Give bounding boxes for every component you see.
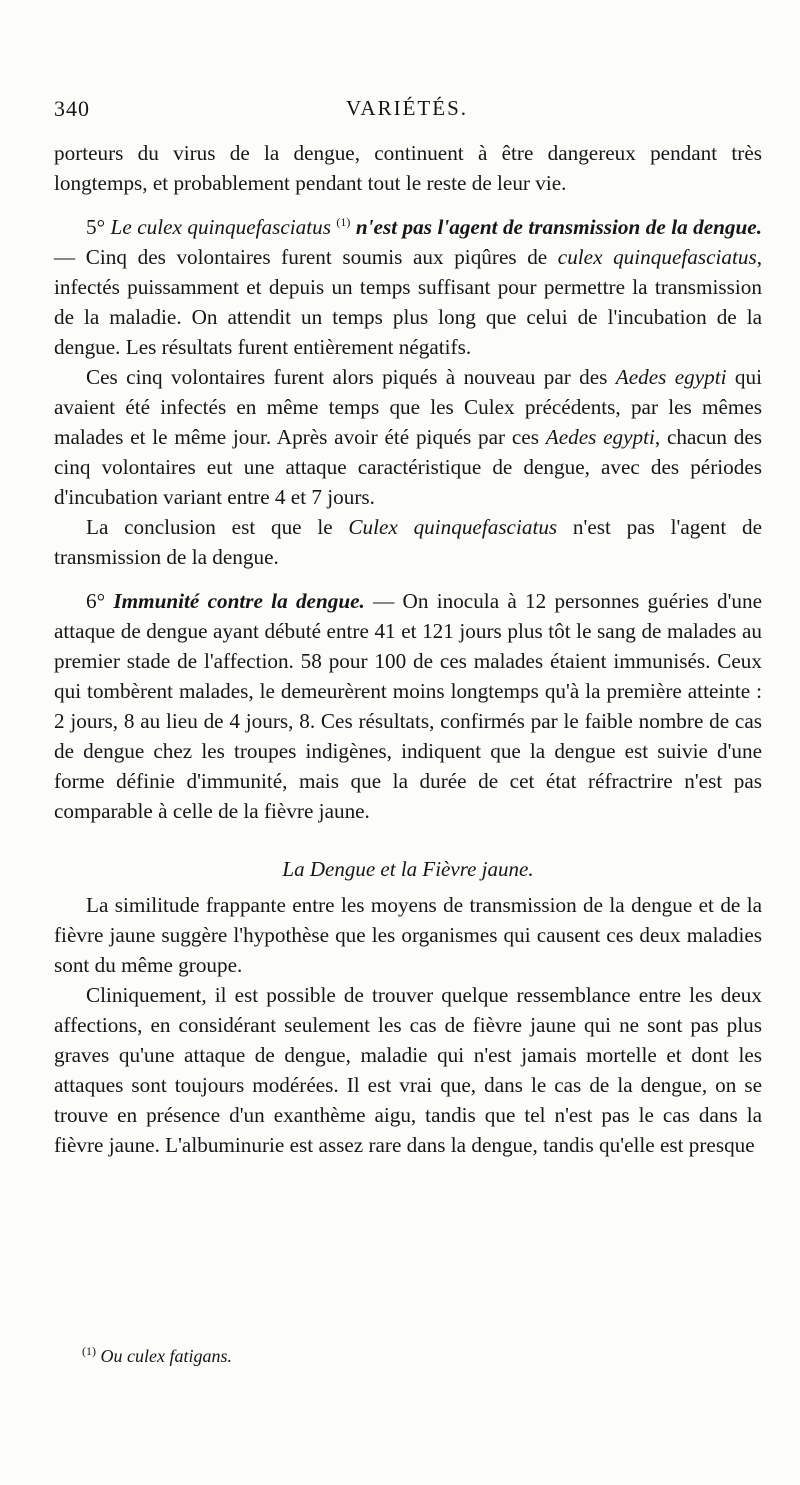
item-number: 6° — [86, 589, 106, 613]
running-head: VARIÉTÉS. — [345, 96, 469, 120]
paragraph-similitude — [54, 890, 762, 980]
paragraph-text: La conclusion est que le — [86, 515, 349, 539]
species-name: Aedes egypti — [615, 365, 727, 389]
page-number: 340 — [54, 96, 90, 121]
paragraph-text: n'est pas l'agent de transmission de la dengue. — [54, 515, 763, 569]
page-body — [54, 138, 762, 1160]
paragraph-text: , chacun des cinq volontaires eut une attaque caractéristique de dengue, avec des périodes d'incubation variant entre 4 et 7 jours. — [54, 425, 763, 509]
paragraph-text: Cliniquement, il est possible de trouver quelque ressemblance entre les deux affections, en considérant seulement les cas de fièvre jaune qui ne sont pas plus graves qu'une attaque de dengue, maladie qui n'est jamais mortelle et dont les attaques sont toujours modérées. Il est vrai que, dans le cas de la dengue, on se trouve en présence d'un exanthème aigu, tandis que tel n'est pas le cas dans la fièvre jaune. L'albuminurie est assez rare dans la dengue, tandis qu'elle est presque — [54, 983, 762, 1157]
item-subject: Le culex quinquefasciatus — [110, 215, 331, 239]
item-heading: n'est pas l'agent de transmission de la dengue. — [355, 215, 763, 239]
page-header — [54, 96, 760, 126]
paragraph-text: La similitude frappante entre les moyens de transmission de la dengue et de la fièvre jaune suggère l'hypothèse que les organismes qui causent ces deux maladies sont du même groupe. — [54, 893, 762, 977]
footnote-reference: (1) — [336, 214, 351, 229]
paragraph-aedes — [54, 362, 762, 512]
paragraph-text: — Cinq des volontaires furent soumis aux piqûres de — [54, 245, 558, 269]
paragraph-text: Ces cinq volontaires furent alors piqués à nouveau par des — [86, 365, 616, 389]
species-name: culex quinquefasciatus — [557, 245, 757, 269]
paragraph-conclusion — [54, 512, 762, 572]
species-name: Aedes egypti — [545, 425, 655, 449]
paragraph-text: qui avaient été infectés en même temps que les Culex précédents, par les mêmes malades et le même jour. Après avoir été piqués par ces — [54, 365, 763, 449]
paragraph-clinical — [54, 980, 762, 1160]
paragraph-culex — [54, 212, 762, 362]
item-heading: Immunité contre la dengue. — [113, 589, 365, 613]
paragraph-continuation — [54, 138, 762, 198]
footnote-mark: (1) — [82, 1344, 96, 1358]
paragraph-immunity — [54, 586, 762, 826]
footnote-text: Ou culex fatigans. — [100, 1346, 232, 1366]
paragraph-text: — On inocula à 12 personnes guéries d'une attaque de dengue ayant débuté entre 41 et 121 jours plus tôt le sang de malades au premier stade de l'affection. 58 pour 100 de ces malades étaient immunisés. Ceux qui tombèrent malades, le demeurèrent moins longtemps qu'à la première atteinte : 2 jours, 8 au lieu de 4 jours, 8. Ces résultats, confirmés par le faible nombre de cas de dengue chez les troupes indigènes, indiquent que la dengue est suivie d'une forme définie d'immunité, mais que la durée de cet état réfractrire n'est pas comparable à celle de la fièvre jaune. — [54, 589, 763, 823]
section-heading: La Dengue et la Fièvre jaune. — [282, 857, 534, 881]
item-number: 5° — [86, 215, 106, 239]
paragraph-text: , infectés puissamment et depuis un temps suffisant pour permettre la transmission de la maladie. On attendit un temps plus long que celui de l'incubation de la dengue. Les résultats furent entièrement négatifs. — [54, 245, 762, 359]
species-name: Culex quinquefasciatus — [348, 515, 558, 539]
paragraph-text: porteurs du virus de la dengue, continuent à être dangereux pendant très longtemps, et probablement pendant tout le reste de leur vie. — [54, 141, 762, 195]
footnote — [82, 1346, 232, 1367]
